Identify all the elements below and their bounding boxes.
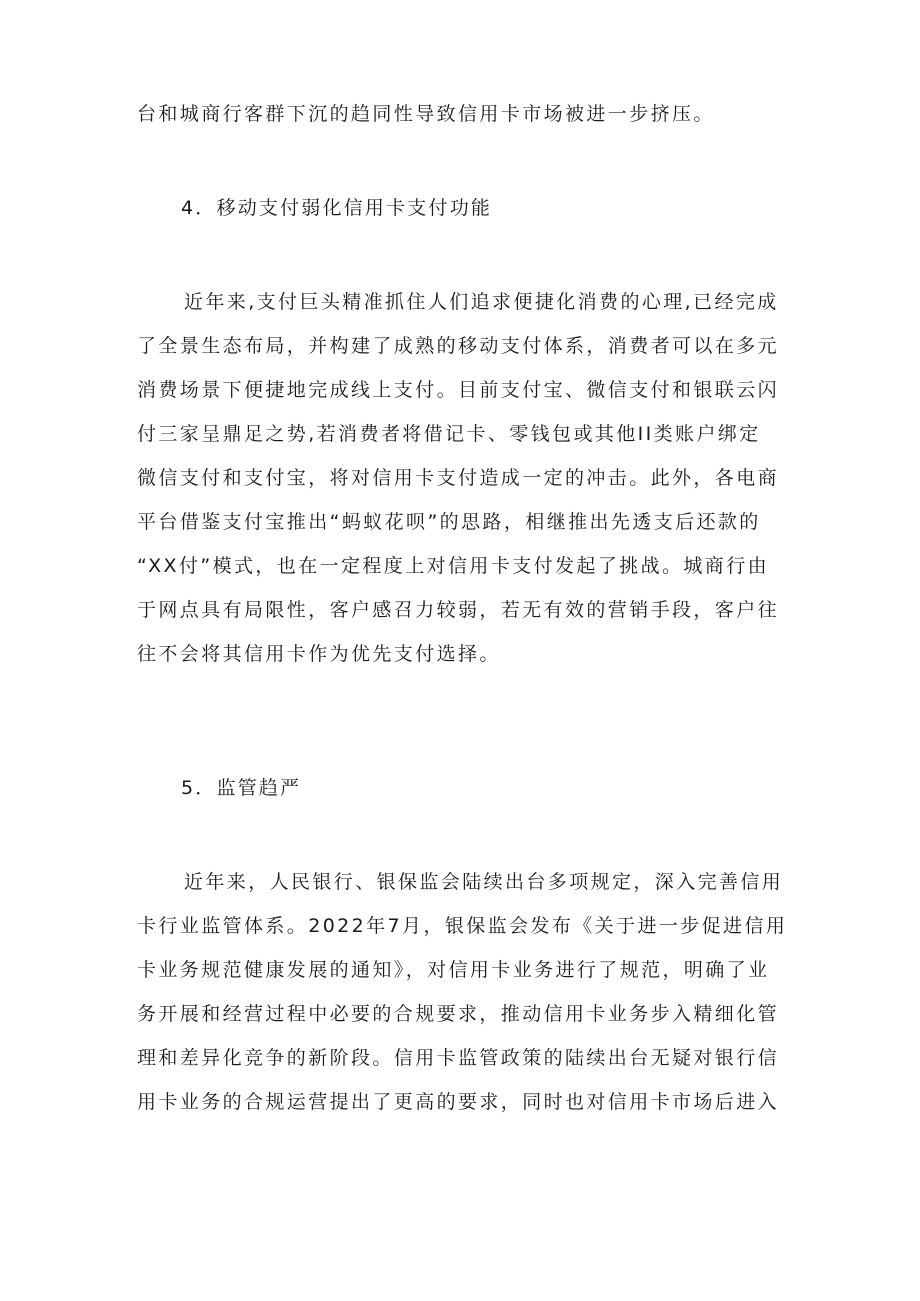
paragraph-line: 理和差异化竞争的新阶段。信用卡监管政策的陆续出台无疑对银行信 <box>137 1047 780 1069</box>
paragraph-line: 微信支付和支付宝，将对信用卡支付造成一定的冲击。此外，各电商 <box>137 467 780 489</box>
paragraph-line: 用卡业务的合规运营提出了更高的要求，同时也对信用卡市场后进入 <box>137 1091 780 1113</box>
section-5-heading: 5．监管趋严 <box>181 777 302 799</box>
paragraph-line: 卡行业监管体系。2022年7月，银保监会发布《关于进一步促进信用 <box>137 915 788 937</box>
continuation-line: 台和城商行客群下沉的趋同性导致信用卡市场被进一步挤压。 <box>137 103 715 125</box>
paragraph-line: 往不会将其信用卡作为优先支付选择。 <box>137 643 501 665</box>
paragraph-line: 付三家呈鼎足之势,若消费者将借记卡、零钱包或其他II类账户绑定 <box>137 423 761 445</box>
paragraph-line: “XX付”模式，也在一定程度上对信用卡支付发起了挑战。城商行由 <box>137 555 770 577</box>
paragraph-line: 消费场景下便捷地完成线上支付。目前支付宝、微信支付和银联云闪 <box>137 379 780 401</box>
paragraph-line: 平台借鉴支付宝推出“蚂蚁花呗”的思路，相继推出先透支后还款的 <box>137 511 761 533</box>
paragraph-line: 务开展和经营过程中必要的合规要求，推动信用卡业务步入精细化管 <box>137 1003 780 1025</box>
paragraph-line: 于网点具有局限性，客户感召力较弱，若无有效的营销手段，客户往 <box>137 599 780 621</box>
paragraph-line: 了全景生态布局，并构建了成熟的移动支付体系，消费者可以在多元 <box>137 335 780 357</box>
paragraph-line: 近年来,支付巨头精准抓住人们追求便捷化消费的心理,已经完成 <box>184 291 779 313</box>
paragraph-line: 近年来，人民银行、银保监会陆续出台多项规定，深入完善信用 <box>184 871 784 893</box>
paragraph-line: 卡业务规范健康发展的通知》，对信用卡业务进行了规范，明确了业 <box>137 959 770 981</box>
section-4-heading: 4．移动支付弱化信用卡支付功能 <box>181 197 493 219</box>
